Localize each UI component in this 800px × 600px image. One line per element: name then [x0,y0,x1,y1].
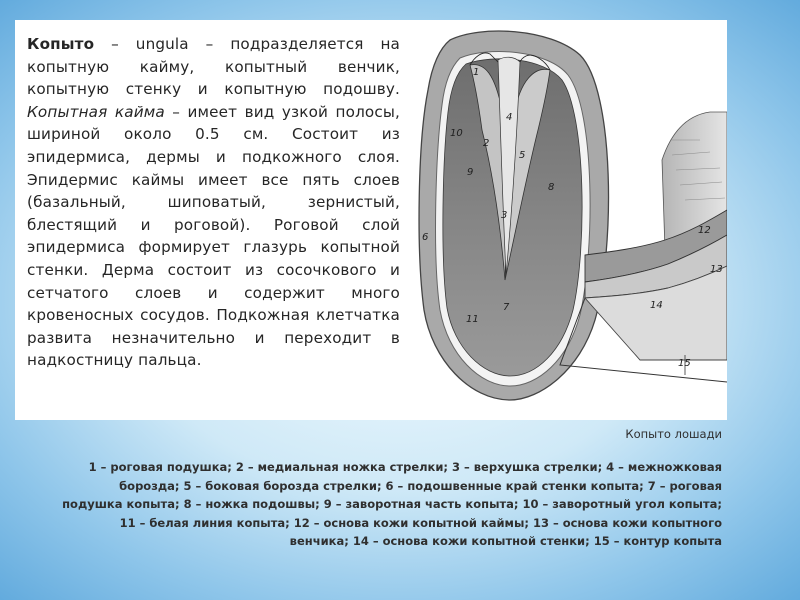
figure-caption [60,426,722,551]
side-label-15: 15 [678,358,691,369]
subterm-hoof-edge: Копытная кайма [27,102,165,121]
sole-label-7: 7 [503,302,510,313]
term-definition: – ungula – подразделяется на копытную кайму, копытный венчик, копытную стенку и копытную подошву. [27,35,400,99]
hoof-illustration [410,20,727,420]
caption-title: Копыто лошади [625,427,722,441]
sole-label-2: 2 [483,138,490,149]
sole-label-9: 9 [467,167,474,178]
term-hoof: Копыто [27,35,95,53]
sole-label-4: 4 [506,112,513,123]
main-paragraph [27,33,400,372]
paragraph-body: – имеет вид узкой полосы, шириной около 0.5 см. Состоит из эпидермиса, дермы и подкожного слоя. Эпидермис каймы имеет все пять слоев (базальный, шиповатый, зернистый, блестящий и роговой). Роговой слой эпидермиса формирует глазурь копытной стенки. Дерма состоит из сосочкового и сетчатого слоев и содержит много кровеносных сосудов. Подкожная клетчатка развита незначительно и переходит в надкостницу пальца. [27,102,400,370]
sole-label-8: 8 [548,182,555,193]
sole-label-5: 5 [519,150,526,161]
caption-legend: 1 – роговая подушка; 2 – медиальная ножка стрелки; 3 – верхушка стрелки; 4 – межножковая борозда; 5 – боковая борозда стрелки; 6 – подошвенные край стенки копыта; 7 – роговая подушка копыта; 8 – ножка подошвы; 9 – заворотная часть копыта; 10 – заворотный угол копыта; 11 – белая линия копыта; 12 – основа кожи копытной каймы; 13 – основа кожи копытного венчика; 14 – основа кожи копытной стенки; 15 – контур копыта [62,460,722,548]
sole-label-10: 10 [450,128,463,139]
text-panel [15,20,410,420]
side-label-14: 14 [650,300,663,311]
side-label-13: 13 [710,264,723,275]
sole-label-3: 3 [501,210,508,221]
sole-label-6: 6 [422,232,429,243]
sole-label-1: 1 [473,67,480,78]
figure-panel [410,20,727,420]
side-label-12: 12 [698,225,711,236]
hoof-sole-view [419,31,608,400]
sole-label-11: 11 [466,314,479,325]
